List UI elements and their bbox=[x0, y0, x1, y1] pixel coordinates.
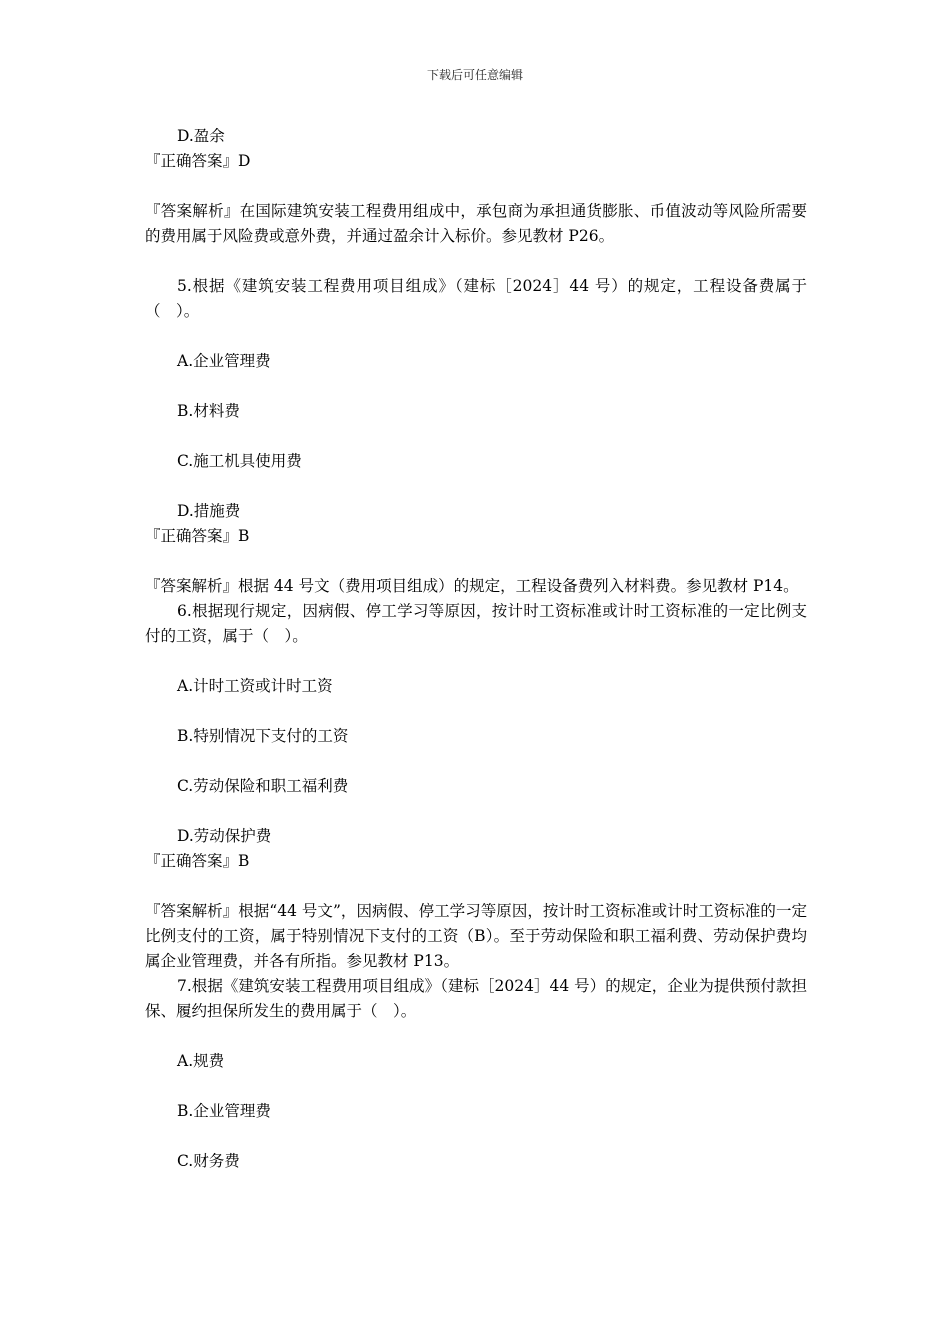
question-5: 5.根据《建筑安装工程费用项目组成》（建标［2024］44 号）的规定，工程设备费属于（ ）。 bbox=[145, 277, 807, 320]
answer-analysis: 『答案解析』根据 44 号文（费用项目组成）的规定，工程设备费列入材料费。参见教材 P14。 bbox=[145, 577, 799, 595]
answer-analysis: 『答案解析』根据“44 号文”，因病假、停工学习等原因，按计时工资标准或计时工资标准的一定比例支付的工资，属于特别情况下支付的工资（B）。至于劳动保险和职工福利费、劳动保护费均属企业管理费，并各有所指。参见教材 P13。 bbox=[145, 902, 807, 970]
question-6: 6.根据现行规定，因病假、停工学习等原因，按计时工资标准或计时工资标准的一定比例支付的工资，属于（ ）。 bbox=[145, 602, 807, 645]
question-7: 7.根据《建筑安装工程费用项目组成》（建标［2024］44 号）的规定，企业为提供预付款担保、履约担保所发生的费用属于（ ）。 bbox=[145, 977, 807, 1020]
option-a: A.计时工资或计时工资 bbox=[177, 677, 333, 695]
option-c: C.劳动保险和职工福利费 bbox=[177, 777, 349, 795]
answer-analysis: 『答案解析』在国际建筑安装工程费用组成中，承包商为承担通货膨胀、币值波动等风险所需要的费用属于风险费或意外费，并通过盈余计入标价。参见教材 P26。 bbox=[145, 202, 807, 245]
option-a: A.规费 bbox=[177, 1052, 225, 1070]
page-header: 下载后可任意编辑 bbox=[426, 68, 523, 82]
option-c: C.财务费 bbox=[177, 1152, 240, 1170]
option-c: C.施工机具使用费 bbox=[177, 452, 302, 470]
correct-answer: 『正确答案』B bbox=[145, 852, 250, 870]
option-d: D.措施费 bbox=[177, 502, 241, 520]
correct-answer: 『正确答案』B bbox=[145, 527, 250, 545]
correct-answer: 『正确答案』D bbox=[145, 152, 251, 170]
option-d: D.劳动保护费 bbox=[177, 827, 272, 845]
option-b: B.企业管理费 bbox=[177, 1102, 271, 1120]
option-b: B.特别情况下支付的工资 bbox=[177, 727, 349, 745]
option-d: D.盈余 bbox=[177, 127, 225, 145]
document-body bbox=[145, 124, 807, 1174]
option-b: B.材料费 bbox=[177, 402, 240, 420]
option-a: A.企业管理费 bbox=[177, 352, 271, 370]
